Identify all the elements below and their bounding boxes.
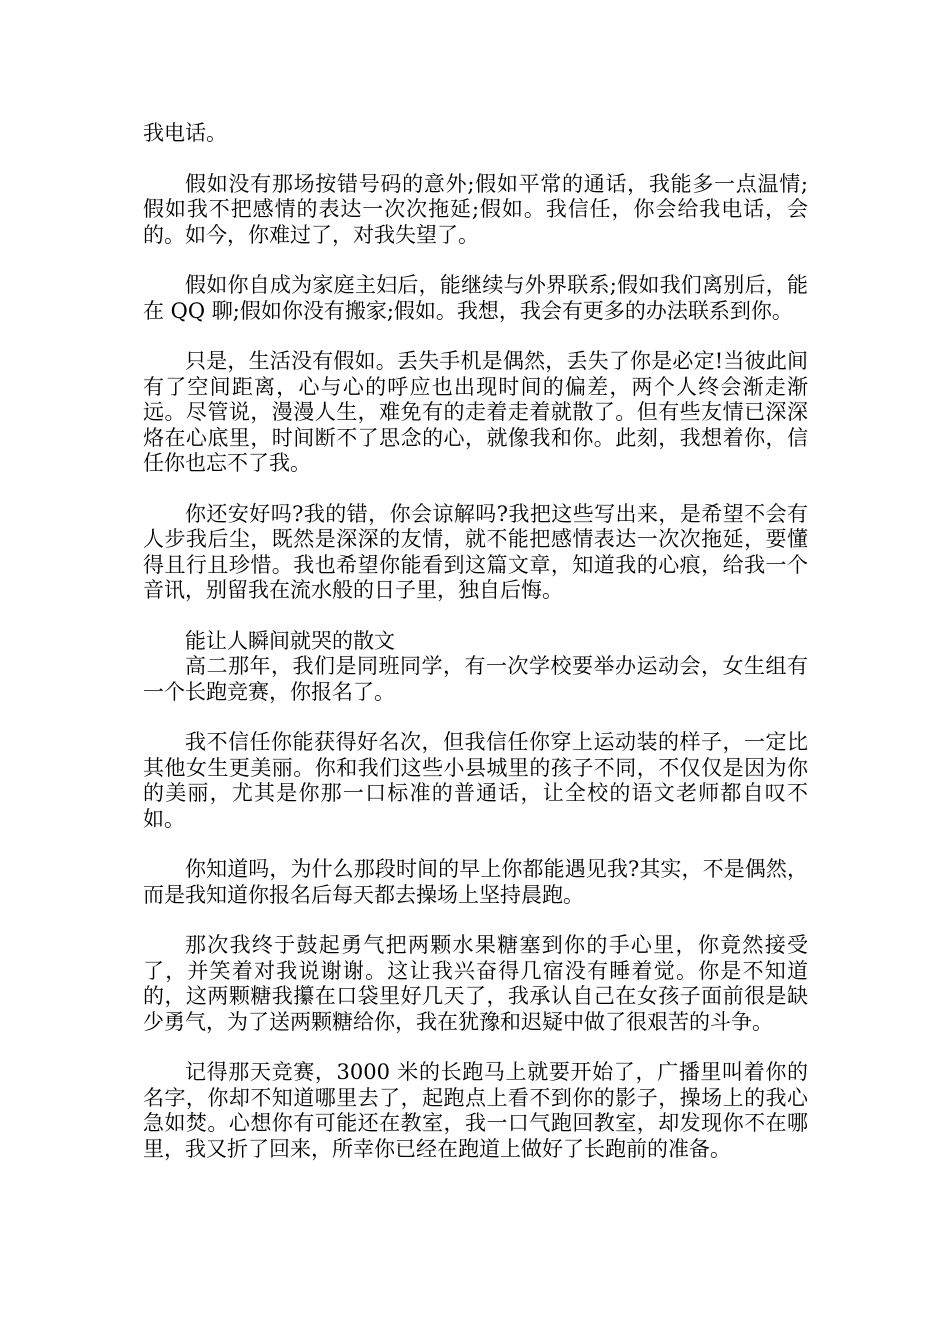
paragraph: 我电话。 [143,121,227,145]
paragraph: 那次我终于鼓起勇气把两颗水果糖塞到你的手心里，你竟然接受了，并笑着对我说谢谢。这让我兴奋得几宿没有睡着觉。你是不知道的，这两颗糖我攥在口袋里好几天了，我承认自己在女孩子面前很是缺少勇气，为了送两颗糖给你，我在犹豫和迟疑中做了很艰苦的斗争。 [143,933,808,1034]
paragraph: 假如你自成为家庭主妇后，能继续与外界联系;假如我们离别后，能在 QQ 聊;假如你没有搬家;假如。我想，我会有更多的办法联系到你。 [143,273,808,323]
paragraph: 我不信任你能获得好名次，但我信任你穿上运动装的样子，一定比其他女生更美丽。你和我们这些小县城里的孩子不同，不仅仅是因为你的美丽，尤其是你那一口标准的普通话，让全校的语文老师都自叹不如。 [143,730,808,831]
section-title: 能让人瞬间就哭的散文 [185,628,395,653]
document-body [143,121,808,1162]
paragraph: 你知道吗，为什么那段时间的早上你都能遇见我?其实，不是偶然，而是我知道你报名后每天都去操场上坚持晨跑。 [143,857,808,907]
paragraph: 记得那天竞赛，3000 米的长跑马上就要开始了，广播里叫着你的名字，你却不知道哪里去了，起跑点上看不到你的影子，操场上的我心急如焚。心想你有可能还在教室，我一口气跑回教室，却发现你不在哪里，我又折了回来，所幸你已经在跑道上做好了长跑前的准备。 [143,1060,808,1161]
paragraph: 假如没有那场按错号码的意外;假如平常的通话，我能多一点温情;假如我不把感情的表达一次次拖延;假如。我信任，你会给我电话，会的。如今，你难过了，对我失望了。 [143,171,808,247]
paragraph: 只是，生活没有假如。丢失手机是偶然，丢失了你是必定!当彼此间有了空间距离，心与心的呼应也出现时间的偏差，两个人终会渐走渐远。尽管说，漫漫人生，难免有的走着走着就散了。但有些友情已深深烙在心底里，时间断不了思念的心，就像我和你。此刻，我想着你，信任你也忘不了我。 [143,349,808,475]
paragraph: 高二那年，我们是同班同学，有一次学校要举办运动会，女生组有一个长跑竞赛，你报名了。 [143,654,808,704]
paragraph: 你还安好吗?我的错，你会谅解吗?我把这些写出来，是希望不会有人步我后尘，既然是深深的友情，就不能把感情表达一次次拖延，要懂得且行且珍惜。我也希望你能看到这篇文章，知道我的心痕，给我一个音讯，别留我在流水般的日子里，独自后悔。 [143,501,808,602]
